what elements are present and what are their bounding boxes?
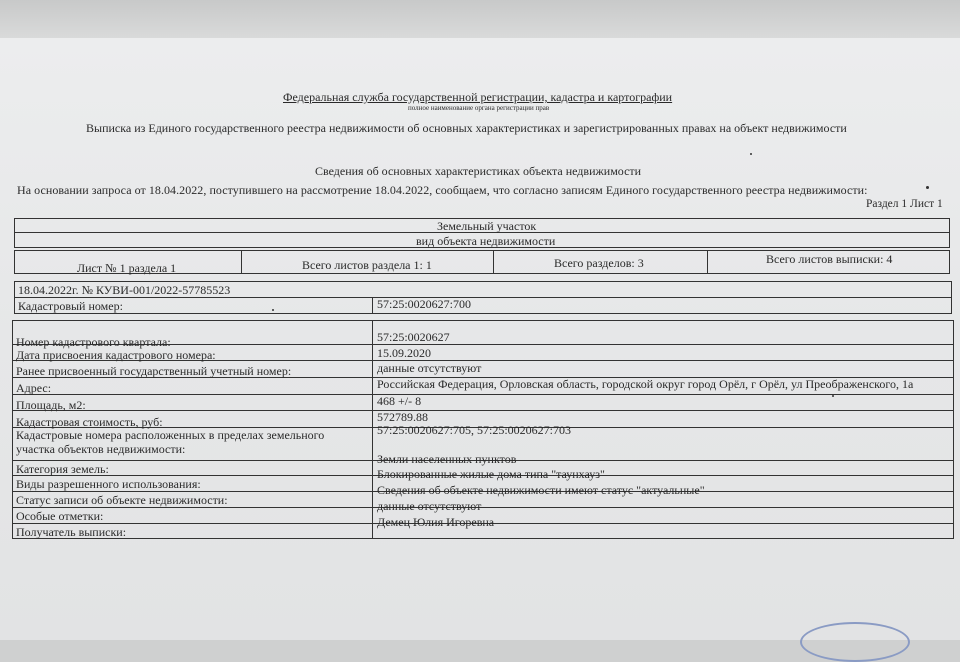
basis-text: На основании запроса от 18.04.2022, поступившего на рассмотрение 18.04.2022, сообщаем, что согласно записям Единого государственного реестра недвижимости: <box>17 183 868 197</box>
row-value: Блокированные жилые дома типа "таунхауз" <box>377 467 605 481</box>
row-label: Особые отметки: <box>16 509 104 523</box>
row-label: Получатель выписки: <box>16 525 127 539</box>
divider <box>707 250 708 274</box>
row-value: данные отсутствуют <box>377 499 482 513</box>
divider <box>12 394 954 395</box>
total-sheets-section: Всего листов раздела 1: 1 <box>302 258 432 272</box>
row-label: Кадастровая стоимость, руб: <box>16 415 163 429</box>
sheet-reference: Раздел 1 Лист 1 <box>866 198 943 210</box>
speck <box>832 395 834 397</box>
row-label: Площадь, м2: <box>16 398 86 412</box>
object-type-caption: вид объекта недвижимости <box>416 234 556 248</box>
divider <box>12 410 954 411</box>
row-label: Виды разрешенного использования: <box>16 477 201 491</box>
row-value: 468 +/- 8 <box>377 394 422 408</box>
agency-name: Федеральная служба государственной регистрации, кадастра и картографии <box>283 90 673 104</box>
stamp-seal <box>800 622 910 662</box>
agency-caption: полное наименование органа регистрации прав <box>408 104 550 112</box>
sheet-number: Лист № 1 раздела 1 <box>77 261 177 275</box>
record-date-number: 18.04.2022г. № КУВИ-001/2022-57785523 <box>18 283 231 297</box>
row-value: Земли населенных пунктов <box>377 452 517 466</box>
row-value: 57:25:0020627:705, 57:25:0020627:703 <box>377 423 572 437</box>
total-sections: Всего разделов: 3 <box>554 256 644 270</box>
row-value: 57:25:0020627 <box>377 330 450 344</box>
cadastral-number-value: 57:25:0020627:700 <box>377 297 472 311</box>
speck <box>926 186 929 189</box>
row-label: Категория земель: <box>16 462 109 476</box>
row-value: 572789.88 <box>377 410 428 424</box>
divider <box>12 507 954 508</box>
speck <box>272 309 274 311</box>
object-type: Земельный участок <box>437 219 537 233</box>
divider <box>14 297 952 298</box>
section-title: Сведения об основных характеристиках объекта недвижимости <box>315 164 642 178</box>
row-value: данные отсутствуют <box>377 361 482 375</box>
divider <box>241 250 242 274</box>
divider <box>372 297 373 314</box>
cadastral-number-label: Кадастровый номер: <box>18 299 123 313</box>
row-label: Статус записи об объекте недвижимости: <box>16 493 228 507</box>
row-label: Дата присвоения кадастрового номера: <box>16 348 216 362</box>
row-value: Российская Федерация, Орловская область, городской округ город Орёл, г Орёл, ул Преображенского, 1а <box>377 377 914 391</box>
extract-title: Выписка из Единого государственного реестра недвижимости об основных характеристиках и зарегистрированных правах на объект недвижимости <box>86 121 847 135</box>
row-label: Адрес: <box>16 381 52 395</box>
row-label: Кадастровые номера расположенных в пределах земельного <box>16 428 325 442</box>
row-label-continued: участка объектов недвижимости: <box>16 442 186 456</box>
row-value: Демец Юлия Игоревна <box>377 515 495 529</box>
row-label: Номер кадастрового квартала: <box>16 335 171 349</box>
row-value: 15.09.2020 <box>377 346 431 360</box>
speck <box>750 153 752 155</box>
divider <box>493 250 494 274</box>
row-label: Ранее присвоенный государственный учетный номер: <box>16 364 292 378</box>
total-sheets-extract: Всего листов выписки: 4 <box>766 252 893 266</box>
row-value: Сведения об объекте недвижимости имеют статус "актуальные" <box>377 483 705 497</box>
